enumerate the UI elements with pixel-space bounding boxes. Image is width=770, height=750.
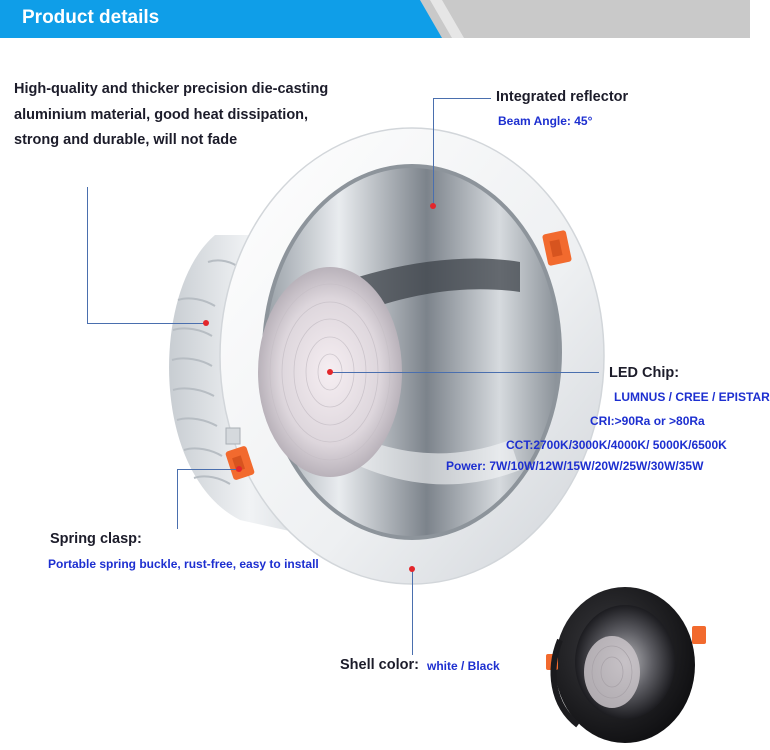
led-chip-marker-dot	[327, 369, 333, 375]
page-title: Product details	[22, 7, 160, 28]
shell-color-label: Shell color:	[340, 657, 419, 673]
reflector-leader-vertical	[433, 98, 434, 206]
spring-clasp-leader-horizontal	[177, 469, 239, 470]
shell-marker-dot	[409, 566, 415, 572]
material-leader-horizontal	[87, 323, 205, 324]
material-leader-vertical	[87, 187, 88, 323]
material-marker-dot	[203, 320, 209, 326]
material-description-line-2: aluminium material, good heat dissipation,	[14, 107, 309, 123]
spring-clasp-title: Spring clasp:	[50, 531, 142, 547]
reflector-marker-dot	[430, 203, 436, 209]
led-chip-title: LED Chip:	[609, 365, 680, 381]
material-description-line-3: strong and durable, will not fade	[14, 132, 238, 148]
spring-clasp-leader-vertical	[177, 469, 178, 529]
led-chip-cct: CCT:2700K/3000K/4000K/ 5000K/6500K	[506, 438, 727, 452]
beam-angle-text: Beam Angle: 45°	[498, 114, 593, 128]
led-chip-cri: CRI:>90Ra or >80Ra	[590, 414, 705, 428]
reflector-leader-horizontal	[433, 98, 491, 99]
shell-leader	[412, 569, 413, 655]
led-chip-leader	[331, 372, 599, 373]
shell-color-value: white / Black	[427, 659, 500, 673]
led-chip-brands: LUMNUS / CREE / EPISTAR	[614, 390, 770, 404]
material-description-line-1: High-quality and thicker precision die-casting	[14, 81, 329, 97]
led-chip-power: Power: 7W/10W/12W/15W/20W/25W/30W/35W	[446, 459, 704, 473]
spring-clasp-description: Portable spring buckle, rust-free, easy to install	[48, 557, 319, 571]
spring-clasp-marker-dot	[236, 466, 242, 472]
reflector-title: Integrated reflector	[496, 89, 629, 105]
